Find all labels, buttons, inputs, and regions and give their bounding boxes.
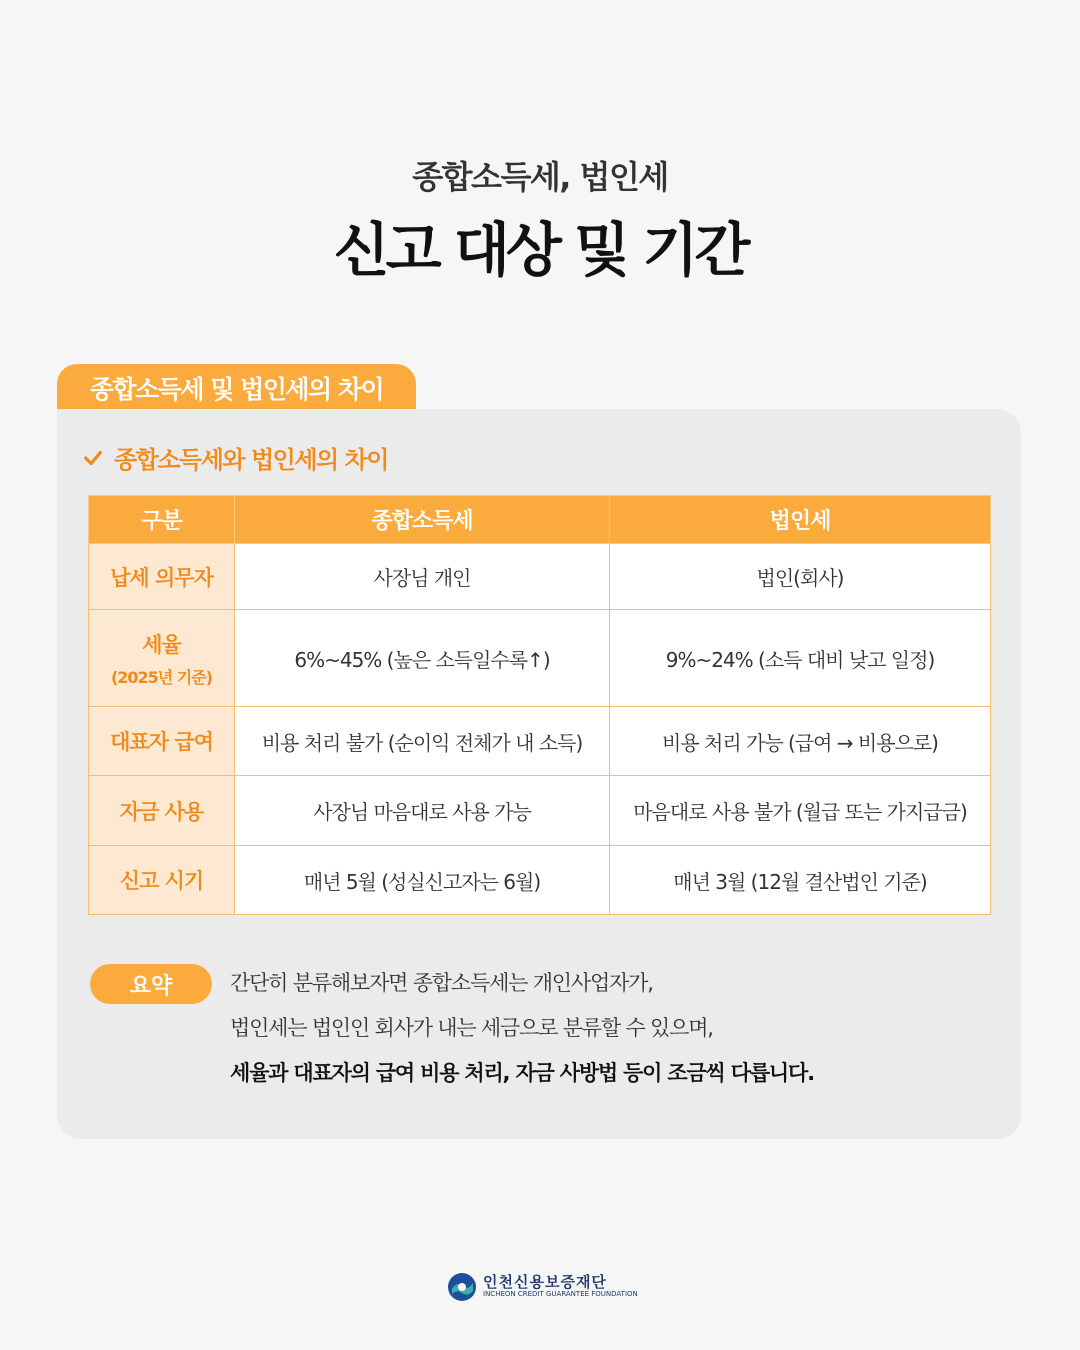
row-header [89,610,235,707]
checkmark-icon [82,447,104,469]
table-cell-income: 매년 5월 (성실신고자는 6월) [235,846,610,915]
summary-line: 간단히 분류해보자면 종합소득세는 개인사업자가, [230,971,653,995]
footer-text [483,1275,638,1299]
footer-logo [447,1272,638,1302]
summary-badge: 요약 [90,964,212,1004]
footer-org-name: 인천신용보증재단 [483,1273,607,1291]
section-heading [82,440,388,475]
table-row [89,846,991,915]
row-header-label: 세율 [142,632,181,657]
page-title: 신고 대상 및 기간 [333,216,747,284]
table-cell-corporate: 매년 3월 (12월 결산법인 기준) [610,846,991,915]
column-header-category: 구분 [89,496,235,544]
foundation-logo-icon [447,1272,477,1302]
summary-line-emphasis: 세율과 대표자의 급여 비용 처리, 자금 사방법 등이 조금씩 다릅니다. [230,1061,814,1085]
table-cell-corporate: 비용 처리 가능 (급여 → 비용으로) [610,707,991,776]
table-row [89,544,991,610]
section-tab: 종합소득세 및 법인세의 차이 [57,364,416,412]
table-cell-income: 6%~45% (높은 소득일수록↑) [235,610,610,707]
row-header: 신고 시기 [89,846,235,915]
row-header: 납세 의무자 [89,544,235,610]
row-header: 자금 사용 [89,776,235,846]
table-cell-corporate: 9%~24% (소득 대비 낮고 일정) [610,610,991,707]
table-cell-income: 사장님 마음대로 사용 가능 [235,776,610,846]
row-header-sublabel: (2025년 기준) [110,667,213,687]
comparison-table [88,495,991,915]
table-row [89,776,991,846]
column-header-income-tax: 종합소득세 [235,496,610,544]
row-header: 대표자 급여 [89,707,235,776]
table-cell-income: 비용 처리 불가 (순이익 전체가 내 소득) [235,707,610,776]
column-header-corporate-tax: 법인세 [610,496,991,544]
table-cell-corporate: 마음대로 사용 불가 (월급 또는 가지급금) [610,776,991,846]
table-cell-corporate: 법인(회사) [610,544,991,610]
footer-org-name-en: INCHEON CREDIT GUARANTEE FOUNDATION [483,1290,638,1298]
summary-line: 법인세는 법인인 회사가 내는 세금으로 분류할 수 있으며, [230,1016,713,1040]
section-heading-text: 종합소득세와 법인세의 차이 [114,446,388,474]
page-subtitle: 종합소득세, 법인세 [412,158,668,196]
table-header-row [89,496,991,544]
table-row [89,707,991,776]
table-cell-income: 사장님 개인 [235,544,610,610]
table-row [89,610,991,707]
summary-text [230,968,990,1103]
